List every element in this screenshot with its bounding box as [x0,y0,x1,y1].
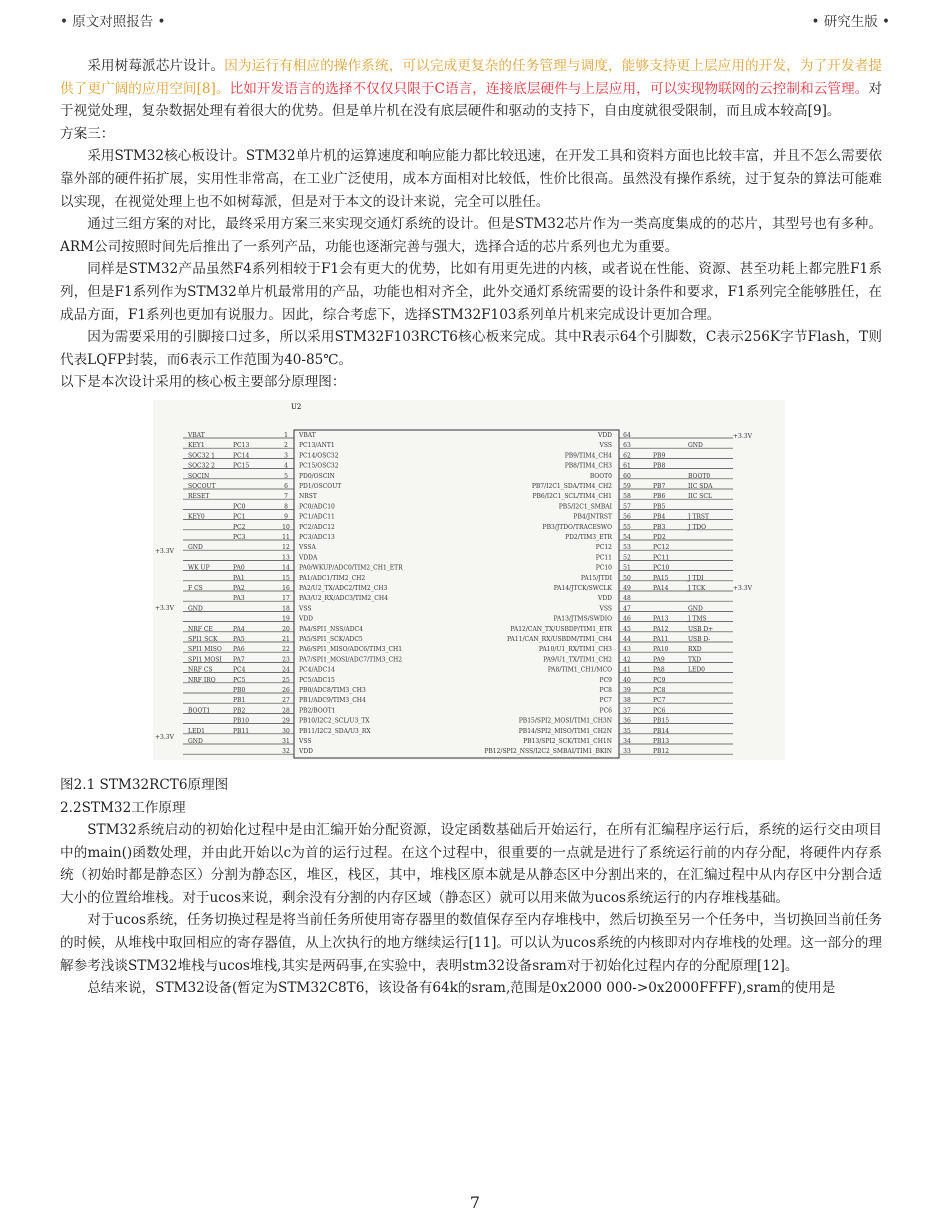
right-port-label: PB15 [653,717,670,725]
right-pin-number: 58 [623,493,631,501]
left-pin-number: 18 [282,605,290,613]
right-pin-number: 34 [623,737,631,745]
left-port-label: PB2 [233,707,246,715]
power-label-5: +3.3V [733,584,752,592]
paragraph-3: 采用STM32核心板设计。STM32单片机的运算速度和响应能力都比较迅速，在开发工具和资料方面也比较丰富，并且不怎么需要依靠外部的硬件拓扩展，实用性非常高，在工业广泛使用，成本方面相对比较低，性价比很高。虽然没有操作系统，过于复杂的算法可能难以实现，在视觉处理上也不如树莓派，但是对于本文的设计来说，完全可以胜任。 [60,148,882,210]
right-port-label: PA14 [653,584,669,592]
right-port-label: PA11 [653,635,669,643]
right-pin-number: 63 [623,442,631,450]
left-pin-number: 8 [284,503,288,511]
right-net-label: LED0 [688,666,705,674]
left-pin-number: 17 [282,595,290,603]
left-port-label: PA7 [233,656,245,664]
right-pin-name: PC9 [599,676,612,684]
left-net-label: LED1 [188,727,205,735]
right-pin-number: 53 [623,544,631,552]
right-pin-number: 35 [623,727,631,735]
right-pin-name: PB3/JTDO/TRACESWO [542,523,612,531]
right-pin-name: VSS [599,442,612,450]
right-port-label: PB13 [653,737,670,745]
left-port-label: PC14 [233,452,250,460]
left-pin-number: 2 [284,442,288,450]
p1-highlight-orange: 因为运行有相应的操作系统，可以完成更复杂的任务管理与调度，能够支持更上层应用的开发，为了开发者提供了更广阔的应用空间[8]。 [60,58,883,97]
left-pin-number: 21 [282,635,290,643]
schematic-diagram [153,400,785,760]
left-pin-name: PA4/SPI1_NSS/ADC4 [299,625,363,633]
left-port-label: PC3 [233,533,246,541]
figure-caption: 图2.1 STM32RCT6原理图 [60,776,229,793]
header-left: • 原文对照报告 • [60,14,166,30]
right-port-label: PA10 [653,646,669,654]
right-port-label: PB12 [653,748,670,756]
right-net-label: USB D+ [688,625,714,633]
right-pin-name: PB15/SPI2_MOSI/TIM1_CH3N [518,717,612,725]
left-net-label: NRF IRQ [188,676,216,684]
right-net-label: J TDI [688,574,704,582]
right-pin-name: PB7/I2C1_SDA/TIM4_CH2 [531,482,612,490]
right-pin-number: 60 [623,472,631,480]
left-pin-name: VBAT [299,431,316,439]
left-port-label: PB1 [233,697,246,705]
right-pin-name: PC6 [599,707,612,715]
left-pin-name: PA6/SPI1_MISO/ADC6/TIM3_CH1 [299,646,403,654]
left-net-label: SOC32 1 [188,452,215,460]
right-pin-name: BOOT0 [589,472,612,480]
right-pin-name: PA8/TIM1_CH1/MCO [547,666,612,674]
right-pin-number: 46 [623,615,631,623]
right-pin-name: PB6/I2C1_SCL/TIM4_CH1 [532,493,612,501]
left-port-label: PA1 [233,574,245,582]
right-pin-number: 48 [623,595,631,603]
left-net-label: SPI1 MISO [188,646,222,654]
left-pin-name: PB11/I2C2_SDA/U3_RX [299,727,371,735]
left-net-label: RESET [188,493,210,501]
left-pin-number: 7 [284,493,288,501]
p1-highlight-red: 比如开发语言的选择不仅仅只限于C语言，连接底层硬件与上层应用，可以实现物联网的云控制和云管理。 [229,80,869,97]
left-pin-name: VSS [299,737,312,745]
chip-body [294,430,619,758]
right-pin-number: 40 [623,676,631,684]
right-pin-name: VSS [599,605,612,613]
left-pin-name: VSSA [299,544,316,552]
section-heading: 2.2STM32工作原理 [60,799,186,816]
right-port-label: PC7 [653,697,666,705]
left-pin-name: VSS [299,605,312,613]
right-pin-number: 36 [623,717,631,725]
right-pin-number: 43 [623,646,631,654]
left-pin-number: 9 [284,513,288,521]
left-pin-name: VDD [299,748,313,756]
left-pin-name: PD1/OSCOUT [299,482,342,490]
right-port-label: PA12 [653,625,669,633]
right-port-label: PB8 [653,462,666,470]
left-net-label: GND [188,544,203,552]
right-net-label: IIC SCL [688,493,712,501]
paragraph-7: 以下是本次设计采用的核心板主要部分原理图： [60,374,346,391]
left-pin-number: 19 [282,615,290,623]
right-port-label: PB7 [653,482,666,490]
right-pin-number: 42 [623,656,631,664]
left-net-label: GND [188,605,203,613]
left-port-label: PC0 [233,503,246,511]
left-pin-name: PA1/ADC1/TIM2_CH2 [299,574,366,582]
right-port-label: PB6 [653,493,666,501]
left-port-label: PC15 [233,462,250,470]
right-pin-number: 41 [623,666,631,674]
left-pin-number: 30 [282,727,290,735]
left-port-label: PC1 [233,513,246,521]
left-pin-name: PA0/WKUP/ADC0/TIM2_CH1_ETR [299,564,403,572]
chip-ref: U2 [291,402,302,411]
right-pin-number: 38 [623,697,631,705]
right-port-label: PB3 [653,523,666,531]
left-pin-number: 23 [282,656,290,664]
right-pin-number: 57 [623,503,631,511]
right-net-label: IIC SDA [688,482,713,490]
paragraph-2: 方案三： [60,125,115,142]
right-pin-number: 55 [623,523,631,531]
left-pin-number: 11 [282,533,290,541]
paragraph-9: 对于ucos系统，任务切换过程是将当前任务所使用寄存器里的数值保存至内存堆栈中，然后切换至另一个任务中，当切换回当前任务的时候，从堆栈中取回相应的寄存器值，从上次执行的地方继续运行[11]。可以认为ucos系统的内核即对内存堆栈的处理。这一部分的理解参考浅谈STM32堆栈与ucos堆栈,其实是两码事,在实验中，表明stm32设备sram对于初始化过程内存的分配原理[12]。 [60,912,882,974]
right-pin-name: PC7 [599,697,612,705]
header-right: • 研究生版 • [811,14,890,30]
left-port-label: PA6 [233,646,245,654]
right-pin-name: PA11/CAN_RX/USBDM/TIM1_CH4 [507,635,612,643]
left-port-label: PC5 [233,676,246,684]
left-pin-number: 31 [282,737,290,745]
right-pin-name: VDD [598,595,612,603]
right-port-label: PC10 [653,564,670,572]
left-pin-number: 25 [282,676,290,684]
left-pin-name: PC15/OSC32 [299,462,339,470]
p1-text-d: 对于视觉处理，复杂数据处理有着很大的优势。但是单片机在没有底层硬件和驱动的支持下，自由度就很受限制，而且成本较高[9]。 [60,80,882,120]
right-pin-name: PC10 [595,564,612,572]
left-net-label: GND [188,737,203,745]
left-net-label: SOCOUT [188,482,216,490]
right-port-label: PB9 [653,452,666,460]
power-label-2: +3.3V [155,604,174,612]
p1-text-a: 采用树莓派芯片设计。 [87,58,225,74]
left-pin-name: PD0/OSCIN [299,472,335,480]
right-pin-number: 62 [623,452,631,460]
right-pin-number: 49 [623,584,631,592]
left-port-label: PA2 [233,584,245,592]
right-pin-name: PB13/SPI2_SCK/TIM1_CH1N [523,737,612,745]
left-pin-name: PB1/ADC9/TIM3_CH4 [299,697,366,705]
left-port-label: PC4 [233,666,246,674]
right-pin-name: PB14/SPI2_MISO/TIM1_CH2N [518,727,612,735]
right-port-label: PC8 [653,686,666,694]
right-pin-name: PA12/CAN_TX/USBDP/TIM1_ETR [510,625,612,633]
left-pin-number: 4 [284,462,288,470]
left-pin-number: 24 [282,666,290,674]
left-pin-name: NRST [299,493,317,501]
right-net-label: USB D- [688,635,711,643]
left-pin-number: 10 [282,523,290,531]
left-pin-number: 6 [284,482,288,490]
left-pin-name: PC4/ADC14 [299,666,335,674]
right-port-label: PB14 [653,727,670,735]
right-port-label: PC6 [653,707,666,715]
left-pin-name: PC14/OSC32 [299,452,339,460]
left-pin-name: PC0/ADC10 [299,503,335,511]
right-net-label: GND [688,442,703,450]
right-pin-name: PA14/JTCK/SWCLK [553,584,612,592]
left-pin-number: 32 [282,748,290,756]
right-pin-number: 61 [623,462,631,470]
document-body [60,55,882,1000]
right-pin-number: 33 [623,748,631,756]
right-pin-name: PA9/U1_TX/TIM1_CH2 [543,656,612,664]
left-pin-name: PB0/ADC8/TIM3_CH3 [299,686,366,694]
left-pin-name: PA3/U2_RX/ADC3/TIM2_CH4 [299,595,388,603]
right-net-label: J TCK [688,584,706,592]
left-pin-number: 16 [282,584,290,592]
right-net-label: GND [688,605,703,613]
right-pin-number: 45 [623,625,631,633]
right-pin-number: 47 [623,605,631,613]
left-pin-name: PC13/ANT1 [299,442,335,450]
left-port-label: PA3 [233,595,245,603]
right-pin-number: 64 [623,431,631,439]
right-pin-number: 44 [623,635,631,643]
left-net-label: BOOT1 [188,707,211,715]
right-port-label: PA8 [653,666,665,674]
power-label-1: +3.3V [155,547,174,555]
left-net-label: KEY0 [188,513,205,521]
right-net-label: J TDO [688,523,707,531]
left-pin-name: VDDA [299,554,318,562]
right-pin-number: 54 [623,533,631,541]
left-net-label: SOCIN [188,472,210,480]
right-port-label: PA15 [653,574,669,582]
paragraph-8: STM32系统启动的初始化过程中是由汇编开始分配资源，设定函数基础后开始运行，在所有汇编程序运行后，系统的运行交由项目中的main()函数处理，并由此开始以c为首的运行过程。在这个过程中，很重要的一点就是进行了系统运行前的内存分配，将硬件内存系统（初始时都是静态区）分割为静态区，堆区，栈区，其中，堆栈区原本就是从静态区中分割出来的，在汇编过程中从内存区中分割合适大小的位置给堆栈。对于ucos来说，剩余没有分割的内存区域（静态区）就可以用来做为ucos系统运行的内存堆栈基础。 [60,822,882,906]
right-pin-name: PC11 [595,554,612,562]
left-port-label: PC2 [233,523,246,531]
right-pin-number: 50 [623,574,631,582]
left-pin-name: VDD [299,615,313,623]
left-pin-number: 22 [282,646,290,654]
left-port-label: PA0 [233,564,245,572]
left-pin-number: 29 [282,717,290,725]
left-pin-number: 28 [282,707,290,715]
left-pin-name: PA7/SPI1_MOSI/ADC7/TIM3_CH2 [299,656,403,664]
left-pin-number: 26 [282,686,290,694]
left-pin-name: PC5/ADC15 [299,676,335,684]
right-port-label: PD2 [653,533,666,541]
left-net-label: SOC32 2 [188,462,215,470]
power-label-4: +3.3V [733,432,752,440]
left-pin-number: 3 [284,452,288,460]
right-pin-name: PB4/JNTRST [573,513,612,521]
right-net-label: J TMS [688,615,707,623]
left-net-label: WK UP [188,564,210,572]
left-pin-number: 12 [282,544,290,552]
right-net-label: J TRST [688,513,709,521]
page-number: 7 [469,1193,481,1212]
paragraph-4: 通过三组方案的对比，最终采用方案三来实现交通灯系统的设计。但是STM32芯片作为一类高度集成的的芯片，其型号也有多种。ARM公司按照时间先后推出了一系列产品，功能也逐渐完善与强大，选择合适的芯片系列也尤为重要。 [60,216,882,255]
right-pin-name: VDD [598,431,612,439]
left-net-label: NRF CS [188,666,213,674]
right-port-label: PB5 [653,503,666,511]
right-pin-name: PA10/U1_RX/TIM1_CH3 [538,646,612,654]
right-port-label: PA9 [653,656,665,664]
right-pin-name: PD2/TIM3_ETR [565,533,612,541]
schematic-figure [153,400,785,760]
right-pin-number: 52 [623,554,631,562]
right-port-label: PA13 [653,615,669,623]
left-pin-name: PC3/ADC13 [299,533,335,541]
left-net-label: NRF CE [188,625,213,633]
left-pin-number: 14 [282,564,290,572]
left-pin-number: 15 [282,574,290,582]
right-pin-name: PA13/JTMS/SWDIO [553,615,612,623]
left-net-label: SPI1 SCK [188,635,218,643]
left-pin-number: 27 [282,697,290,705]
left-pin-number: 13 [282,554,290,562]
right-pin-number: 56 [623,513,631,521]
left-pin-name: PA5/SPI1_SCK/ADC5 [299,635,363,643]
right-net-label: BOOT0 [688,472,711,480]
left-net-label: VBAT [188,431,205,439]
left-port-label: PB0 [233,686,246,694]
left-pin-name: PC1/ADC11 [299,513,335,521]
paragraph-10: 总结来说，STM32设备(暂定为STM32C8T6，该设备有64k的sram,范围是0x2000 000->0x2000FFFF),sram的使用是 [87,980,836,997]
right-pin-name: PA15/JTDI [580,574,612,582]
right-pin-name: PB12/SPI2_NSS/I2C2_SMBAI/TIM1_BKIN [484,748,612,756]
right-pin-name: PB8/TIM4_CH3 [564,462,612,470]
power-label-3: +3.3V [155,733,174,741]
right-net-label: RXD [688,646,702,654]
left-pin-name: PB2/BOOT1 [299,707,336,715]
left-pin-number: 20 [282,625,290,633]
paragraph-5: 同样是STM32产品虽然F4系列相较于F1会有更大的优势，比如有用更先进的内核，或者说在性能、资源、甚至功耗上都完胜F1系列，但是F1系列作为STM32单片机最常用的产品，功能也相对齐全，此外交通灯系统需要的设计条件和要求，F1系列完全能够胜任，在成品方面，F1系列也更加有说服力。因此，综合考虑下，选择STM32F103系列单片机来完成设计更加合理。 [60,261,882,323]
left-port-label: PB10 [233,717,250,725]
left-pin-name: PC2/ADC12 [299,523,335,531]
right-port-label: PC12 [653,544,670,552]
left-pin-number: 1 [284,431,288,439]
left-pin-number: 5 [284,472,288,480]
right-pin-name: PC8 [599,686,612,694]
left-net-label: SPI1 MOSI [188,656,222,664]
right-net-label: TXD [688,656,702,664]
right-pin-number: 59 [623,482,631,490]
paragraph-6: 因为需要采用的引脚接口过多，所以采用STM32F103RCT6核心板来完成。其中R表示64个引脚数，C表示256K字节Flash，T则代表LQFP封装，而6表示工作范围为40-85℃。 [60,329,882,368]
left-port-label: PA4 [233,625,245,633]
right-port-label: PC9 [653,676,666,684]
right-port-label: PB4 [653,513,666,521]
left-net-label: KEY1 [188,442,205,450]
left-port-label: PC13 [233,442,250,450]
left-port-label: PB11 [233,727,250,735]
right-pin-number: 51 [623,564,631,572]
right-pin-name: PC12 [595,544,612,552]
right-port-label: PC11 [653,554,670,562]
left-port-label: PA5 [233,635,245,643]
right-pin-name: PB5/I2C1_SMBAI [558,503,612,511]
left-pin-name: PA2/U2_TX/ADC2/TIM2_CH3 [299,584,388,592]
right-pin-name: PB9/TIM4_CH4 [564,452,612,460]
paragraph-1 [60,55,882,123]
right-pin-number: 39 [623,686,631,694]
right-pin-number: 37 [623,707,631,715]
left-pin-name: PB10/I2C2_SCL/U3_TX [299,717,370,725]
left-net-label: F CS [188,584,203,592]
